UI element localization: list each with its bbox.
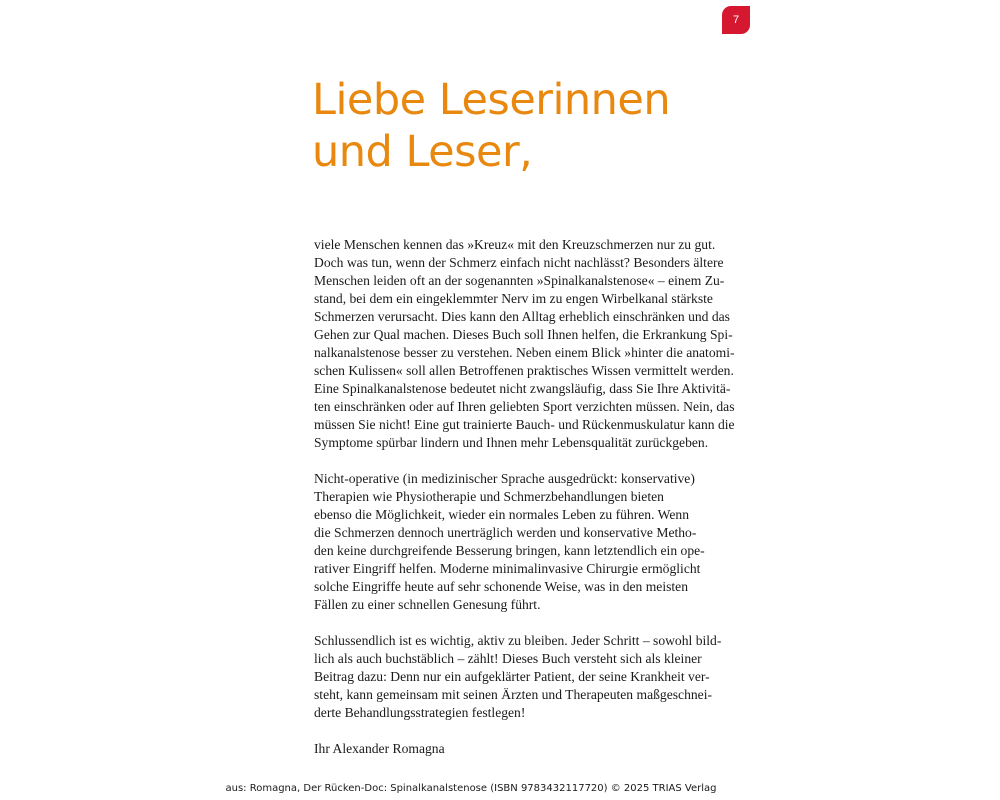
text-line: rativer Eingriff helfen. Moderne minimalinvasive Chirurgie ermöglicht [314,561,701,576]
heading-line-1: Liebe Leserinnen [312,75,671,125]
text-line: derte Behandlungsstrategien festlegen! [314,705,526,720]
text-line: Beitrag dazu: Denn nur ein aufgeklärter Patient, der seine Krankheit ver- [314,669,710,684]
body-paragraph [314,236,734,452]
text-line: Gehen zur Qual machen. Dieses Buch soll Ihnen helfen, die Erkrankung Spi- [314,327,733,342]
text-line: schen Kulissen« soll allen Betroffenen praktisches Wissen vermittelt werden. [314,363,734,378]
text-line: stand, bei dem ein eingeklemmter Nerv im zu engen Wirbelkanal stärkste [314,291,713,306]
body-paragraph [314,632,734,722]
text-line: viele Menschen kennen das »Kreuz« mit den Kreuzschmerzen nur zu gut. [314,237,716,252]
text-line: Doch was tun, wenn der Schmerz einfach nicht nachlässt? Besonders ältere [314,255,724,270]
text-line: Symptome spürbar lindern und Ihnen mehr Lebensqualität zurückgeben. [314,435,709,450]
text-line: müssen Sie nicht! Eine gut trainierte Bauch- und Rückenmuskulatur kann die [314,417,735,432]
paragraph-group [314,236,734,722]
page-heading [312,74,670,178]
text-line: Schlussendlich ist es wichtig, aktiv zu bleiben. Jeder Schritt – sowohl bild- [314,633,722,648]
body-paragraph [314,470,734,614]
heading-line-2: und Leser, [312,127,533,177]
text-line: lich als auch buchstäblich – zählt! Dieses Buch versteht sich als kleiner [314,651,702,666]
page-number-badge: 7 [722,6,750,34]
text-line: Therapien wie Physiotherapie und Schmerzbehandlungen bieten [314,489,664,504]
footer-citation: aus: Romagna, Der Rücken-Doc: Spinalkanalstenose (ISBN 9783432117720) © 2025 TRIAS Verlag [225,783,717,794]
body-text [314,236,734,758]
text-line: die Schmerzen dennoch unerträglich werden und konservative Metho- [314,525,697,540]
text-line: Nicht-operative (in medizinischer Sprache ausgedrückt: konservative) [314,471,695,486]
text-line: steht, kann gemeinsam mit seinen Ärzten und Therapeuten maßgeschnei- [314,687,712,702]
text-line: Schmerzen verursacht. Dies kann den Alltag erheblich einschränken und das [314,309,730,324]
text-line: Eine Spinalkanalstenose bedeutet nicht zwangsläufig, dass Sie Ihre Aktivitä- [314,381,731,396]
text-line: nalkanalstenose besser zu verstehen. Neben einem Blick »hinter die anatomi- [314,345,735,360]
text-line: ebenso die Möglichkeit, wieder ein normales Leben zu führen. Wenn [314,507,690,522]
signature: Ihr Alexander Romagna [314,741,445,756]
text-line: solche Eingriffe heute auf sehr schonende Weise, was in den meisten [314,579,688,594]
text-line: den keine durchgreifende Besserung bringen, kann letztendlich ein ope- [314,543,705,558]
text-line: ten einschränken oder auf Ihren geliebten Sport verzichten müssen. Nein, das [314,399,735,414]
text-line: Menschen leiden oft an der sogenannten »Spinalkanalstenose« – einem Zu- [314,273,725,288]
text-line: Fällen zu einer schnellen Genesung führt. [314,597,541,612]
